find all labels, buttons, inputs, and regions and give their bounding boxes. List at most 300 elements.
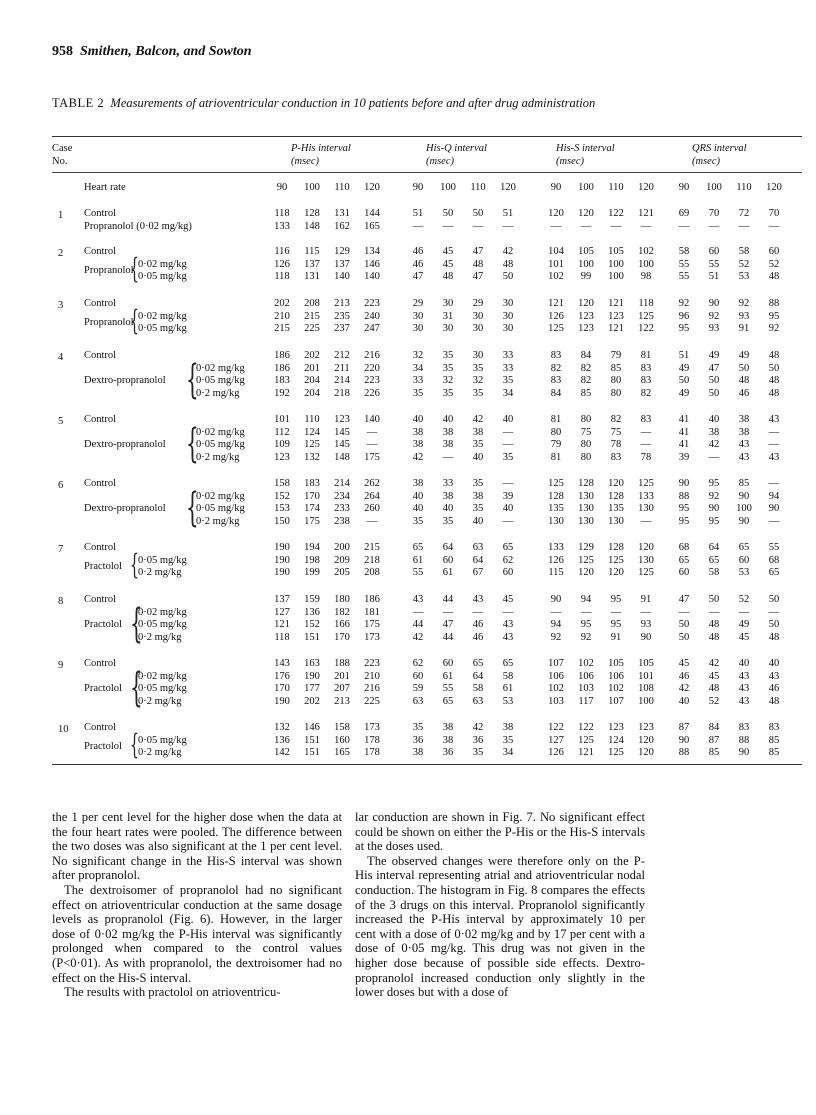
data-value: 207: [334, 683, 350, 694]
data-value: 79: [610, 350, 622, 361]
row-label: Control: [84, 208, 117, 219]
data-value: 211: [334, 362, 350, 374]
data-value: 165: [364, 220, 380, 232]
data-value: 122: [638, 323, 654, 334]
data-value: 51: [678, 350, 690, 361]
data-value: 40: [502, 414, 514, 425]
data-value: 80: [610, 387, 622, 399]
data-value: —: [708, 451, 720, 463]
data-value: 118: [274, 271, 290, 282]
row-label: 0·02 mg/kg: [138, 606, 187, 618]
data-value: 46: [738, 387, 750, 399]
data-value: 85: [708, 747, 720, 758]
data-value: 53: [738, 271, 750, 282]
data-value: 35: [442, 350, 454, 361]
data-value: 204: [304, 387, 320, 399]
data-value: 82: [640, 387, 652, 399]
row-label: 0·2 mg/kg: [138, 747, 182, 758]
data-value: 126: [274, 258, 290, 270]
row-label: Control: [84, 722, 117, 733]
data-value: 43: [738, 695, 750, 707]
data-value: 83: [640, 362, 652, 374]
data-value: 83: [640, 414, 652, 425]
data-value: 75: [610, 426, 622, 438]
data-value: 47: [472, 271, 484, 282]
row-label: 0·05 mg/kg: [138, 683, 187, 694]
data-value: 35: [502, 451, 514, 463]
data-value: 122: [548, 722, 564, 733]
data-value: 40: [678, 695, 690, 707]
data-value: 105: [608, 658, 624, 669]
data-value: 175: [304, 515, 320, 527]
data-value: —: [768, 478, 780, 489]
data-value: 117: [578, 695, 594, 707]
data-value: 38: [442, 426, 454, 438]
data-value: 104: [548, 246, 564, 257]
data-value: 120: [638, 542, 654, 553]
data-value: 90: [678, 478, 690, 489]
data-value: 85: [768, 747, 780, 758]
data-value: 45: [442, 246, 454, 257]
data-value: 48: [708, 619, 720, 630]
data-value: 60: [738, 554, 750, 566]
data-value: 165: [334, 747, 350, 758]
data-value: 112: [274, 426, 290, 438]
data-value: 40: [502, 503, 514, 514]
data-value: 35: [442, 362, 454, 374]
row-label: Control: [84, 478, 117, 489]
data-value: 61: [442, 670, 454, 682]
data-value: 50: [768, 594, 780, 605]
data-value: 183: [274, 375, 290, 386]
data-value: 67: [472, 567, 484, 578]
data-value: 43: [768, 414, 780, 425]
data-value: 105: [638, 658, 654, 669]
data-value: 214: [334, 478, 350, 489]
data-value: 46: [678, 670, 690, 682]
data-value: 38: [738, 426, 750, 438]
row-label: 0·2 mg/kg: [196, 387, 240, 399]
data-value: 35: [472, 747, 484, 758]
data-value: 131: [334, 208, 350, 219]
row-label: 0·05 mg/kg: [196, 439, 245, 450]
data-value: 87: [708, 734, 720, 746]
data-value: —: [442, 220, 454, 232]
data-value: 186: [364, 594, 380, 605]
data-value: 215: [304, 310, 320, 322]
drug-label: Practolol: [84, 560, 122, 572]
data-value: 102: [548, 683, 564, 694]
data-value: —: [502, 606, 514, 618]
data-value: 151: [304, 747, 320, 758]
data-value: 47: [412, 271, 424, 282]
data-value: 125: [608, 554, 624, 566]
data-value: 50: [678, 375, 690, 386]
data-value: 78: [640, 451, 652, 463]
row-label: Control: [84, 350, 117, 361]
data-value: 225: [364, 695, 380, 707]
data-value: 32: [442, 375, 454, 386]
data-value: 72: [738, 208, 750, 219]
row-label: 0·2 mg/kg: [138, 631, 182, 643]
data-value: 44: [412, 619, 424, 630]
body-column-right: [355, 810, 645, 1000]
data-value: 45: [442, 258, 454, 270]
data-value: 52: [768, 258, 780, 270]
data-value: 115: [304, 246, 320, 257]
row-label: 0·05 mg/kg: [138, 271, 187, 282]
row-label: Control: [84, 594, 117, 605]
data-value: 55: [708, 258, 720, 270]
data-value: 137: [334, 258, 350, 270]
data-value: 130: [638, 554, 654, 566]
data-value: 94: [580, 594, 592, 605]
data-value: 98: [640, 271, 652, 282]
data-value: 186: [274, 362, 290, 374]
data-value: 132: [304, 451, 320, 463]
data-value: 55: [678, 271, 690, 282]
data-value: 40: [412, 490, 424, 502]
data-value: 198: [304, 554, 320, 566]
data-value: 88: [738, 734, 750, 746]
data-value: 190: [304, 670, 320, 682]
paragraph: lar conduction are shown in Fig. 7. No significant effect could be shown on either the P-His or the His-S intervals at the doses used.: [355, 810, 645, 854]
data-value: 220: [364, 362, 380, 374]
data-value: 143: [274, 658, 290, 669]
data-value: 40: [412, 503, 424, 514]
row-label: 0·02 mg/kg: [138, 670, 187, 682]
data-value: 58: [708, 567, 720, 578]
data-value: 209: [334, 554, 350, 566]
heart-rate-value: 90: [678, 182, 690, 193]
data-value: 38: [442, 490, 454, 502]
drug-label: Practolol: [84, 683, 122, 694]
data-value: 174: [304, 503, 320, 514]
data-value: —: [610, 220, 622, 232]
data-value: 90: [738, 515, 750, 527]
data-value: 53: [502, 695, 514, 707]
table-label: TABLE 2: [52, 96, 105, 110]
table-rule: [52, 172, 802, 173]
data-value: 145: [334, 439, 350, 450]
data-value: 35: [412, 515, 424, 527]
data-value: 145: [334, 426, 350, 438]
data-value: 225: [304, 323, 320, 334]
data-value: 166: [334, 619, 350, 630]
group-header: His-Q interval: [426, 143, 487, 154]
row-label: Control: [84, 542, 117, 553]
data-value: 202: [274, 298, 290, 309]
data-value: 122: [608, 208, 624, 219]
data-value: 190: [274, 542, 290, 553]
row-label: 0·02 mg/kg: [138, 310, 187, 322]
data-value: 29: [472, 298, 484, 309]
data-value: —: [550, 606, 562, 618]
data-value: 62: [412, 658, 424, 669]
data-value: 136: [304, 606, 320, 618]
heart-rate-value: 120: [638, 182, 654, 193]
data-value: 151: [304, 631, 320, 643]
data-value: 262: [364, 478, 380, 489]
data-value: 146: [364, 258, 380, 270]
data-value: 42: [708, 439, 720, 450]
data-value: 153: [274, 503, 290, 514]
data-value: 260: [364, 503, 380, 514]
data-value: 102: [608, 683, 624, 694]
data-value: 233: [334, 503, 350, 514]
data-value: 63: [472, 542, 484, 553]
data-value: 30: [412, 323, 424, 334]
data-value: 30: [472, 323, 484, 334]
data-value: 45: [678, 658, 690, 669]
data-value: 121: [608, 298, 624, 309]
data-value: 186: [274, 350, 290, 361]
data-value: 87: [678, 722, 690, 733]
data-value: 216: [364, 350, 380, 361]
data-value: —: [366, 515, 378, 527]
data-value: 120: [638, 734, 654, 746]
data-value: 142: [274, 747, 290, 758]
case-number: 5: [58, 416, 64, 427]
case-number: 6: [58, 480, 64, 491]
data-value: 93: [708, 323, 720, 334]
data-value: 68: [768, 554, 780, 566]
data-value: 70: [708, 208, 720, 219]
data-value: 42: [472, 414, 484, 425]
data-value: 208: [304, 298, 320, 309]
data-value: 159: [304, 594, 320, 605]
data-value: 118: [638, 298, 654, 309]
data-value: 215: [364, 542, 380, 553]
data-value: 108: [638, 683, 654, 694]
running-authors: Smithen, Balcon, and Sowton: [80, 44, 252, 59]
data-value: 177: [304, 683, 320, 694]
data-value: 103: [578, 683, 594, 694]
data-value: 120: [578, 208, 594, 219]
data-value: 79: [550, 439, 562, 450]
data-value: 48: [768, 631, 780, 643]
data-value: 62: [502, 554, 514, 566]
data-value: 47: [708, 362, 720, 374]
data-value: 43: [738, 439, 750, 450]
data-value: 125: [578, 734, 594, 746]
group-unit: (msec): [291, 156, 319, 167]
data-value: 173: [364, 631, 380, 643]
data-value: 38: [412, 439, 424, 450]
data-value: 201: [334, 670, 350, 682]
data-value: 160: [334, 734, 350, 746]
data-value: 140: [364, 414, 380, 425]
data-value: 124: [608, 734, 624, 746]
data-value: 47: [442, 619, 454, 630]
body-column-left: [52, 810, 342, 1000]
data-value: 123: [578, 323, 594, 334]
data-value: 33: [502, 362, 514, 374]
data-value: 35: [472, 503, 484, 514]
data-value: 99: [580, 271, 592, 282]
data-value: 247: [364, 323, 380, 334]
data-value: 82: [550, 362, 562, 374]
data-value: 43: [412, 594, 424, 605]
paragraph: The dextroisomer of propranolol had no significant effect on atrioventricular conduction at the same dosage levels as propranolol (Fig. 6). However, in the larger dose of 0·02 mg/kg the P-His interval was significantly prolonged when compared to the control values (P<0·01). As with propranolol, the dextroisomer had no effect on the His-S interval.: [52, 882, 342, 985]
data-value: 58: [502, 670, 514, 682]
data-value: 38: [472, 490, 484, 502]
data-value: 55: [442, 683, 454, 694]
data-value: 70: [768, 208, 780, 219]
data-value: 213: [334, 298, 350, 309]
data-value: 47: [472, 246, 484, 257]
data-value: 60: [442, 658, 454, 669]
data-value: 83: [738, 722, 750, 733]
data-value: 95: [678, 515, 690, 527]
data-value: 202: [304, 695, 320, 707]
data-value: 30: [442, 298, 454, 309]
data-value: 40: [472, 515, 484, 527]
data-value: 65: [412, 542, 424, 553]
data-value: 40: [472, 451, 484, 463]
data-value: 81: [550, 414, 562, 425]
data-value: —: [640, 220, 652, 232]
data-value: 92: [708, 310, 720, 322]
data-value: 123: [578, 310, 594, 322]
data-value: —: [678, 606, 690, 618]
data-value: 42: [412, 451, 424, 463]
data-value: 170: [304, 490, 320, 502]
data-value: 130: [578, 515, 594, 527]
data-value: 61: [442, 567, 454, 578]
data-value: 126: [548, 554, 564, 566]
data-value: 120: [638, 747, 654, 758]
data-value: 49: [678, 387, 690, 399]
data-value: 118: [274, 208, 290, 219]
data-value: —: [472, 606, 484, 618]
data-value: —: [502, 426, 514, 438]
data-value: 60: [678, 567, 690, 578]
row-label: 0·05 mg/kg: [196, 503, 245, 514]
data-value: 90: [550, 594, 562, 605]
data-value: 100: [608, 258, 624, 270]
data-value: 48: [708, 683, 720, 694]
data-value: 78: [610, 439, 622, 450]
data-value: 125: [638, 567, 654, 578]
data-value: 92: [550, 631, 562, 643]
data-value: —: [366, 439, 378, 450]
data-value: 125: [548, 478, 564, 489]
data-value: 125: [608, 747, 624, 758]
data-value: 223: [364, 658, 380, 669]
table-rule: [52, 136, 802, 137]
case-number: 1: [58, 210, 64, 221]
data-value: 144: [364, 208, 380, 219]
data-value: 50: [738, 362, 750, 374]
data-value: 43: [768, 670, 780, 682]
heart-rate-value: 100: [304, 182, 320, 193]
drug-label: Dextro-propranolol: [84, 503, 166, 514]
data-value: 60: [442, 554, 454, 566]
data-value: 40: [768, 658, 780, 669]
data-value: 240: [364, 310, 380, 322]
data-value: 130: [578, 490, 594, 502]
data-value: 50: [472, 208, 484, 219]
data-value: 93: [640, 619, 652, 630]
data-value: 38: [442, 439, 454, 450]
data-value: 192: [274, 387, 290, 399]
brace-icon: {: [130, 664, 143, 711]
data-value: 48: [502, 258, 514, 270]
data-value: 65: [472, 658, 484, 669]
data-value: 50: [678, 619, 690, 630]
data-value: 128: [304, 208, 320, 219]
data-value: 35: [472, 387, 484, 399]
case-no-header: No.: [52, 156, 68, 167]
data-value: 110: [304, 414, 320, 425]
data-value: 235: [334, 310, 350, 322]
data-value: 214: [334, 375, 350, 386]
data-value: 41: [678, 426, 690, 438]
data-value: 80: [550, 426, 562, 438]
data-value: 85: [768, 734, 780, 746]
data-value: 46: [412, 258, 424, 270]
data-value: 146: [304, 722, 320, 733]
data-value: 190: [274, 695, 290, 707]
data-value: 38: [442, 734, 454, 746]
data-value: 115: [548, 567, 564, 578]
row-label: 0·05 mg/kg: [138, 734, 187, 746]
data-value: 128: [578, 478, 594, 489]
data-value: 34: [502, 747, 514, 758]
data-value: 83: [550, 350, 562, 361]
data-value: 45: [502, 594, 514, 605]
heart-rate-value: 110: [608, 182, 624, 193]
data-value: 41: [678, 414, 690, 425]
data-value: 175: [364, 451, 380, 463]
data-value: 64: [708, 542, 720, 553]
data-value: —: [768, 439, 780, 450]
data-value: 129: [334, 246, 350, 257]
data-value: 100: [736, 503, 752, 514]
data-value: 34: [502, 387, 514, 399]
heart-rate-value: 120: [364, 182, 380, 193]
data-value: 84: [580, 350, 592, 361]
data-value: 30: [472, 350, 484, 361]
data-value: 64: [442, 542, 454, 553]
data-value: 42: [678, 683, 690, 694]
data-value: 100: [578, 258, 594, 270]
data-value: 100: [608, 271, 624, 282]
data-value: 48: [768, 375, 780, 386]
heart-rate-value: 100: [440, 182, 456, 193]
row-label: 0·2 mg/kg: [196, 451, 240, 463]
data-value: 30: [412, 310, 424, 322]
data-value: 121: [548, 298, 564, 309]
data-value: 46: [412, 246, 424, 257]
data-value: —: [768, 426, 780, 438]
brace-icon: {: [186, 356, 199, 403]
brace-icon: {: [130, 727, 139, 761]
data-value: 95: [678, 323, 690, 334]
data-value: —: [502, 439, 514, 450]
data-value: 47: [678, 594, 690, 605]
data-value: 64: [472, 554, 484, 566]
data-value: 125: [638, 310, 654, 322]
data-value: 92: [738, 298, 750, 309]
group-unit: (msec): [426, 156, 454, 167]
data-value: 68: [678, 542, 690, 553]
group-unit: (msec): [692, 156, 720, 167]
data-value: 35: [412, 722, 424, 733]
data-value: 83: [768, 722, 780, 733]
data-value: —: [502, 515, 514, 527]
